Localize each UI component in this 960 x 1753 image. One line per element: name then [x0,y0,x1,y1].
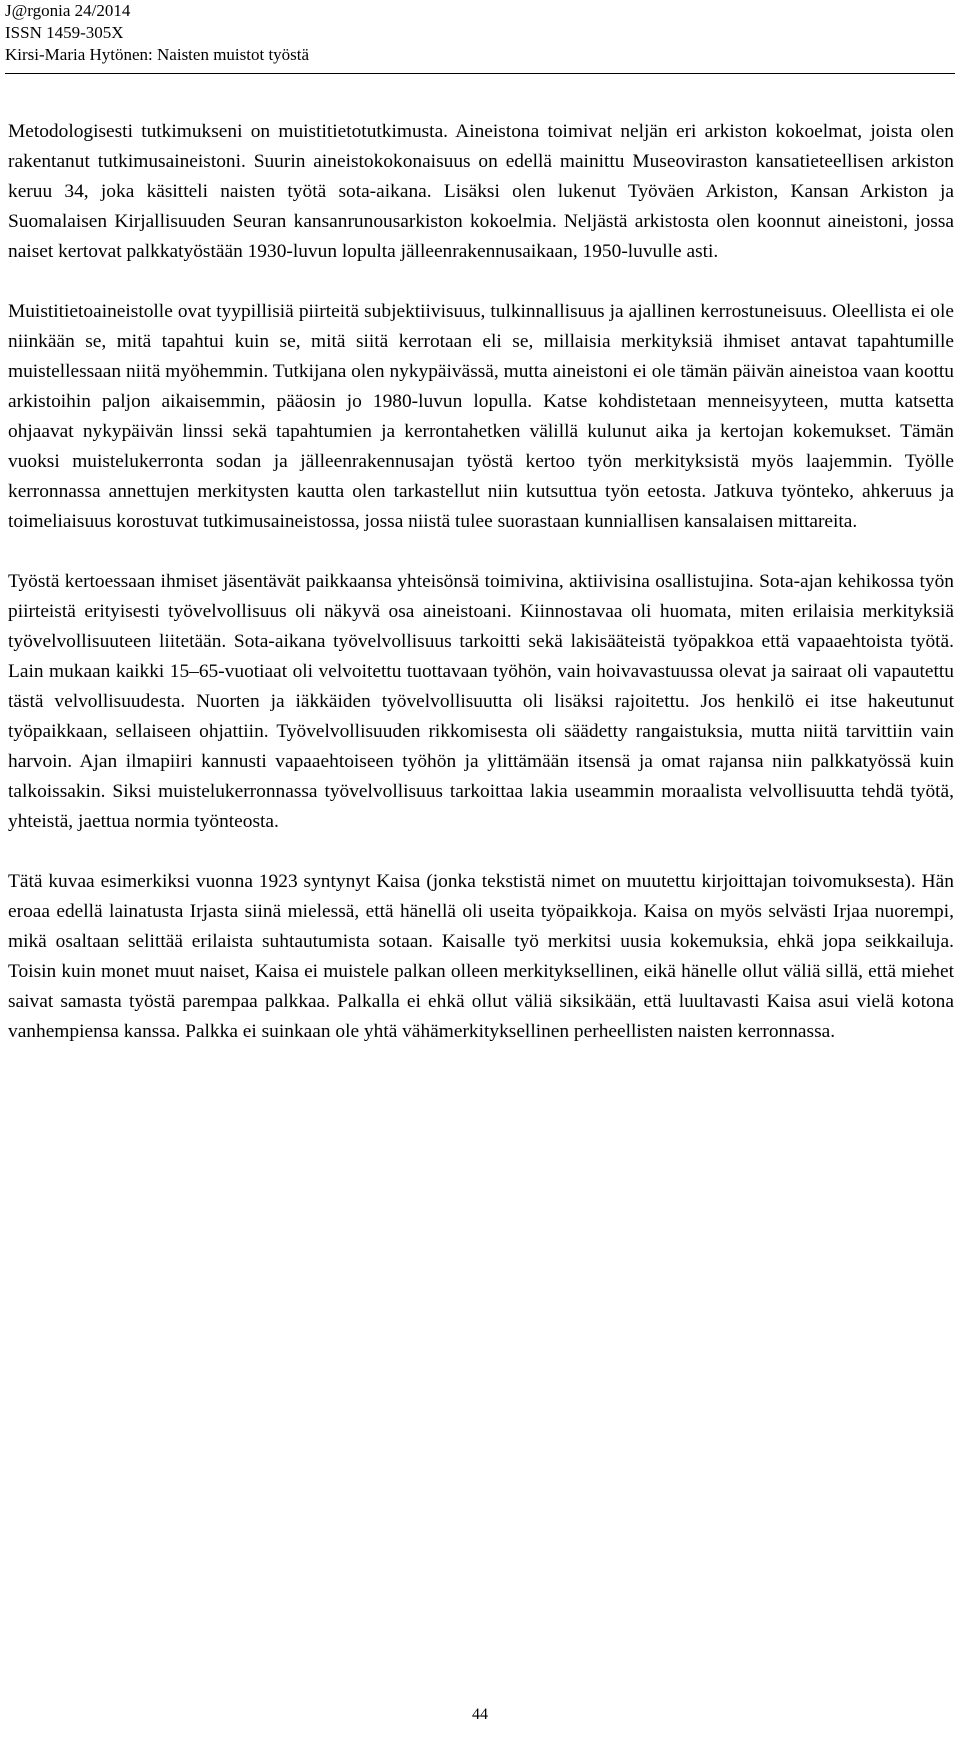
article-title: Kirsi-Maria Hytönen: Naisten muistot työstä [5,45,310,64]
paragraph: Työstä kertoessaan ihmiset jäsentävät paikkaansa yhteisönsä toimivina, aktiivisina osallistujina. Sota-ajan kehikossa työn piirteistä erityisesti työvelvollisuus oli näkyvä osa aineistoani. Kiinnostavaa oli huomata, miten erilaisia merkityksiä työvelvollisuuteen liitetään. Sota-aikana työvelvollisuus tarkoitti sekä lakisääteistä työpakkoa että vapaaehtoista työtä. Lain mukaan kaikki 15–65-vuotiaat oli velvoitettu tuottavaan työhön, vain hoivavastuussa olevat ja sairaat oli vapautettu tästä velvollisuudesta. Nuorten ja iäkkäiden työvelvollisuutta oli lisäksi rajoitettu. Jos henkilö ei itse hakeutunut työpaikkaan, sellaiseen ohjattiin. Työvelvollisuuden rikkomisesta oli säädetty rangaistuksia, mutta niitä tarvittiin vain harvoin. Ajan ilmapiiri kannusti vapaaehtoiseen työhön ja ylittämään itsensä ja omat rajansa niin palkkatyössä kuin talkoissakin. Siksi muistelukerronnassa työvelvollisuus tarkoittaa lakia useammin moraalista velvollisuutta tehdä työtä, yhteistä, jaettua normia työnteosta. [8,571,954,832]
paragraph: Metodologisesti tutkimukseni on muistitietotutkimusta. Aineistona toimivat neljän eri arkiston kokoelmat, joista olen rakentanut tutkimusaineistoni. Suurin aineistokokonaisuus on edellä mainittu Museoviraston kansatieteellisen arkiston keruu 34, joka käsitteli naisten työtä sota-aikana. Lisäksi olen lukenut Työväen Arkiston, Kansan Arkiston ja Suomalaisen Kirjallisuuden Seuran kansanrunousarkiston kokoelmia. Neljästä arkistosta olen koonnut aineistoni, jossa naiset kertovat palkkatyöstään 1930-luvun lopulta jälleenrakennusaikaan, 1950-luvulle asti. [8,121,954,262]
article-body [8,117,954,1077]
header-divider [5,73,955,74]
paragraph: Muistitietoaineistolle ovat tyypillisiä piirteitä subjektiivisuus, tulkinnallisuus ja ajallinen kerrostuneisuus. Oleellista ei ole niinkään se, mitä tapahtui kuin se, mitä siitä kerrotaan eli se, millaisia merkityksiä ihmiset antavat tapahtumille muistellessaan niitä myöhemmin. Tutkijana olen nykypäivässä, mutta aineistoni ei ole tämän päivän aineistoa vaan koottu arkistoihin paljon aikaisemmin, pääosin jo 1980-luvun lopulla. Katse kohdistetaan menneisyyteen, mutta katsetta ohjaavat nykypäivän linssi sekä tapahtumien ja kerrontahetken välillä kulunut aika ja kertojan kokemukset. Tämän vuoksi muistelukerronta sodan ja jälleenrakennusajan työstä kertoo työn merkityksistä myös laajemmin. Työlle kerronnassa annettujen merkitysten kautta olen tarkastellut niin kutsuttua työn eetosta. Jatkuva työnteko, ahkeruus ja toimeliaisuus korostuvat tutkimusaineistossa, jossa niistä tulee suorastaan kunniallisen kansalaisen mittareita. [8,301,954,532]
page-number: 44 [472,1706,488,1723]
journal-title: J@rgonia 24/2014 [5,1,131,20]
running-header [5,0,955,66]
issn: ISSN 1459-305X [5,23,124,42]
paragraph: Tätä kuvaa esimerkiksi vuonna 1923 syntynyt Kaisa (jonka tekstistä nimet on muutettu kirjoittajan toivomuksesta). Hän eroaa edellä lainatusta Irjasta siinä mielessä, että hänellä oli useita työpaikkoja. Kaisa on myös selvästi Irjaa nuorempi, mikä osaltaan selittää erilaista suhtautumista sotaan. Kaisalle työ merkitsi uusia kokemuksia, ehkä jopa seikkailuja. Toisin kuin monet muut naiset, Kaisa ei muistele palkan olleen merkityksellinen, eikä hänelle ollut väliä sillä, että miehet saivat samasta työstä parempaa palkkaa. Palkalla ei ehkä ollut väliä siksikään, että luultavasti Kaisa asui vielä kotona vanhempiensa kanssa. Palkka ei suinkaan ole yhtä vähämerkityksellinen perheellisten naisten kerronnassa. [8,871,954,1042]
